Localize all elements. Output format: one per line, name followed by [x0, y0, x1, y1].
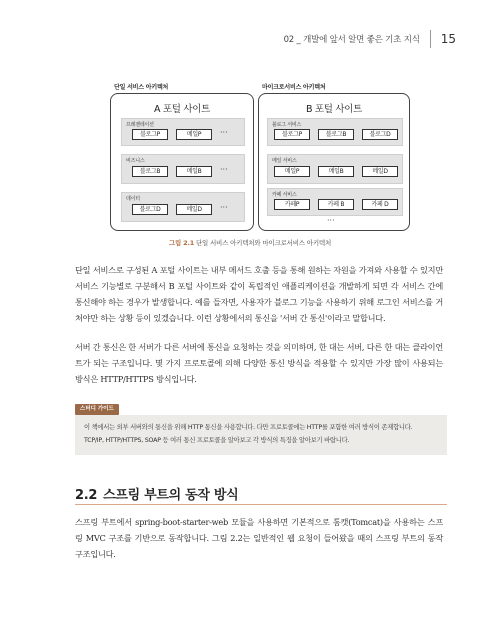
service-label: 메일 서비스 [272, 158, 297, 164]
ellipsis: ··· [220, 203, 228, 212]
section-title-text: 스프링 부트의 동작 방식 [103, 488, 239, 503]
module-box: 카페P [274, 199, 310, 210]
module-box: 메일D [176, 204, 212, 215]
running-header [284, 30, 456, 48]
module-box: 블로그P [274, 129, 310, 140]
module-box: 블로그D [362, 129, 398, 140]
page-number: 15 [440, 32, 456, 46]
module-box: 메일B [176, 166, 212, 177]
figure-caption [0, 238, 500, 247]
ellipsis: ··· [220, 165, 228, 174]
monolith-title: A 포털 사이트 [153, 104, 211, 115]
data-layer [121, 192, 245, 222]
module-box: 블로그D [132, 204, 168, 215]
business-layer [121, 154, 245, 184]
monolith-panel [110, 93, 254, 231]
figure-number: 그림 2.1 [168, 239, 195, 247]
study-guide-line: 이 책에서는 외부 서버와의 통신을 위해 HTTP 통신을 사용합니다. 다만 프로토콜에는 HTTP를 포함한 여러 방식이 존재합니다. [84, 424, 413, 431]
module-box: 메일B [318, 166, 354, 177]
mail-service [267, 154, 403, 184]
body-paragraph-1: 단일 서비스로 구성된 A 포털 사이트는 내부 메서드 호출 등을 통해 원하는 자원을 가져와 사용할 수 있지만 서비스 기능별로 구분해서 B 포털 사이트와 같이 독립적인 애플리케이션을 개발하게 되면 각 서비스 간에 통신해야 하는 경우가 발생합니다. 예를 들자면, 사용자가 블로그 기능을 사용하기 위해 로그인 서비스를 거쳐야만 하는 상황 등이 있겠습니다. 이런 상황에서의 통신을 '서버 간 통신'이라고 말합니다. [75, 265, 443, 323]
figure-caption-text: 단일 서비스 아키텍처와 마이크로서비스 아키텍처 [195, 239, 332, 247]
section-divider [75, 504, 447, 505]
study-guide-tag: 스터디 가이드 [75, 404, 119, 415]
service-label: 카페 서비스 [272, 192, 297, 198]
section-number: 2.2 [75, 488, 98, 503]
cafe-service [267, 188, 403, 216]
module-box: 메일P [176, 129, 212, 140]
section-paragraph: 스프링 부트에서 spring-boot-starter-web 모듈을 사용하면 기본적으로 톰캣(Tomcat)을 사용하는 스프링 MVC 구조를 기반으로 동작합니다. 그림 2.2는 일반적인 웹 요청이 들어왔을 때의 스프링 부트의 동작 구조입니다. [75, 517, 443, 559]
study-guide-box [75, 415, 447, 455]
right-panel-caption: 마이크로서비스 아키텍처 [262, 84, 326, 91]
module-box: 블로그B [132, 166, 168, 177]
ellipsis: ··· [220, 128, 228, 137]
module-box: 메일D [362, 166, 398, 177]
service-label: 블로그 서비스 [272, 122, 302, 128]
chapter-title: 02 _ 개발에 앞서 알면 좋은 기초 지식 [283, 35, 420, 45]
module-box: 블로그B [318, 129, 354, 140]
ellipsis: ··· [327, 216, 335, 225]
layer-label: 프레젠테이션 [126, 122, 154, 128]
module-box: 카페 D [362, 199, 398, 210]
blog-service [267, 118, 403, 146]
microservice-panel [258, 93, 410, 231]
layer-label: 비즈니스 [126, 158, 145, 164]
study-guide-line: TCP/IP, HTTP/HTTPS, SOAP 등 여러 통신 프로토콜을 알아보고 각 방식의 특징을 알아보기 바랍니다. [84, 437, 350, 444]
header-divider [430, 30, 431, 48]
layer-label: 데이터 [126, 196, 140, 202]
presentation-layer [121, 118, 245, 146]
module-box: 메일P [274, 166, 310, 177]
module-box: 카페 B [318, 199, 354, 210]
section-heading [75, 484, 238, 503]
architecture-figure [110, 82, 410, 232]
body-paragraph-2: 서버 간 통신은 한 서버가 다른 서버에 통신을 요청하는 것을 의미하며, 한 대는 서버, 다른 한 대는 클라이언트가 되는 구조입니다. 몇 가지 프로토콜에 의해 다양한 통신 방식을 적용할 수 있지만 가장 많이 사용되는 방식은 HTTP/HTTPS 방식입니다. [75, 342, 443, 384]
microservice-title: B 포털 사이트 [305, 104, 363, 115]
left-panel-caption: 단일 서비스 아키텍처 [114, 84, 169, 91]
module-box: 블로그P [132, 129, 168, 140]
